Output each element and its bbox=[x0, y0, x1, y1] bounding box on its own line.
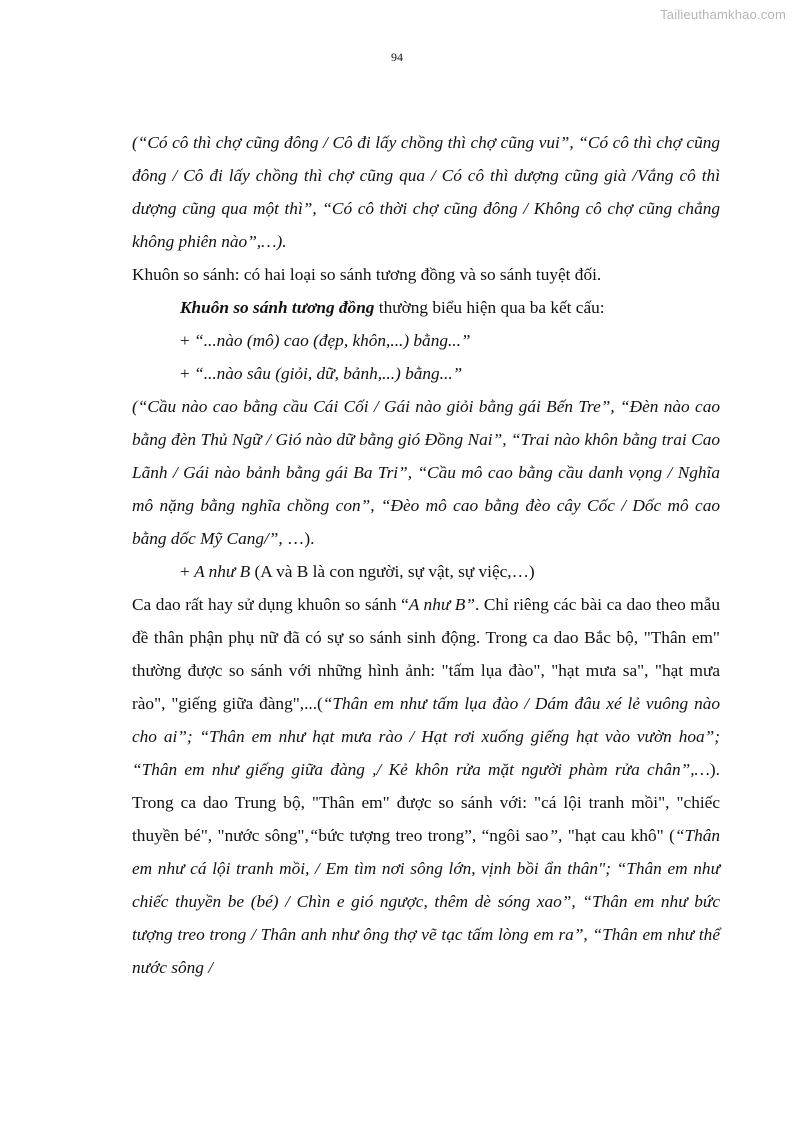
examples-ending: …). bbox=[282, 529, 315, 548]
structure-item-3 bbox=[132, 555, 720, 588]
paragraph-comparison-frame: Khuôn so sánh: có hai loại so sánh tương đồng và so sánh tuyệt đối. bbox=[132, 265, 602, 284]
paragraph-examples bbox=[132, 390, 720, 555]
page-number: 94 bbox=[391, 50, 403, 64]
plus-sign: + bbox=[180, 562, 195, 581]
structure-pattern: A như B bbox=[194, 562, 251, 581]
structure-pattern: “...nào sâu (giỏi, dữ, bảnh,...) bằng...” bbox=[194, 364, 463, 383]
paragraph-quote-market bbox=[132, 126, 720, 258]
examples-text: (“Cầu nào cao bằng cầu Cái Cối / Gái nào giỏi bằng gái Bến Tre”, “Đèn nào cao bằng đèn Thủ Ngữ / Gió nào dữ bằng gió Đồng Nai”, “Trai nào khôn bằng trai Cao Lãnh / Gái nào bảnh bằng gái Ba Tri”, “Cầu mô cao bằng cầu danh vọng / Nghĩa mô nặng bằng nghĩa chồng con”, “Đèo mô cao bằng đèo cây Cốc / Dốc mô cao bằng dốc Mỹ Cang/”, bbox=[132, 397, 720, 548]
term-similar-comparison: Khuôn so sánh tương đồng bbox=[180, 298, 375, 317]
paragraph-similar-comparison bbox=[132, 291, 720, 324]
structure-note: (A và B là con người, sự vật, sự việc,…) bbox=[250, 562, 535, 581]
watermark: Tailieuthamkhao.com bbox=[660, 7, 786, 22]
text-segment: . Chỉ riêng các bài ca dao theo mẫu đề thân phận phụ nữ đã có sự so sánh sinh động. Trong ca dao Bắc bộ, "Thân em" thường được so sánh với những hình ảnh: "tấm lụa đào", "hạt mưa sa", "hạt mưa rào", "giếng giữa đàng",...( bbox=[132, 595, 721, 713]
italic-segment: “Thân em như cá lội tranh mồi, / Em tìm nơi sông lớn, vịnh bồi ẩn thân"; “Thân em như chiếc thuyền be (bé) / Chìn e gió ngược, thêm dè sóng xao”, “Thân em như bức tượng treo trong / Thân anh như ông thợ vẽ tạc tấm lòng em ra”, “Thân em như thể nước sông / bbox=[132, 826, 720, 977]
italic-segment: ”, bbox=[548, 826, 563, 845]
italic-segment: A như B” bbox=[408, 595, 475, 614]
quote-text: (“Có cô thì chợ cũng đông / Cô đi lấy chồng thì chợ cũng vui”, “Có cô thì chợ cũng đông / Cô đi lấy chồng thì chợ cũng qua / Có cô thì dượng cũng già /Vắng cô thì dượng cũng qua một thì”, “Có cô thời chợ cũng đông / Không cô chợ cũng chẳng không phiên nào”,…). bbox=[132, 133, 720, 251]
italic-segment: “ bbox=[308, 826, 319, 845]
text-segment: bức tượng treo trong”, “ngôi sao bbox=[318, 826, 549, 845]
plus-sign: + bbox=[180, 331, 195, 350]
text-segment: Ca dao rất hay sử dụng khuôn so sánh “ bbox=[132, 595, 409, 614]
paragraph-a-like-b bbox=[132, 588, 720, 984]
text-segment: ). Trong ca dao Trung bộ, "Thân em" được so sánh với: "cá lội tranh mồi", "chiếc thuyền bé", "nước sông", bbox=[132, 760, 720, 845]
structure-item-2 bbox=[132, 357, 720, 390]
text-segment: "hạt cau khô" ( bbox=[562, 826, 675, 845]
italic-segment: “Thân em như tấm lụa đào / Dám đâu xé lẻ vuông nào cho ai”; “Thân em như hạt mưa rào / Hạt rơi xuống giếng hạt vào vườn hoa”; “Thân em như giếng giữa đàng ,/ Kẻ khôn rửa mặt người phàm rửa chân”,… bbox=[132, 694, 720, 779]
structure-item-1 bbox=[132, 324, 720, 357]
plus-sign: + bbox=[180, 364, 195, 383]
structure-pattern: “...nào (mô) cao (đẹp, khôn,...) bằng...” bbox=[194, 331, 471, 350]
page-body bbox=[132, 126, 720, 984]
term-description: thường biểu hiện qua ba kết cấu: bbox=[374, 298, 605, 317]
